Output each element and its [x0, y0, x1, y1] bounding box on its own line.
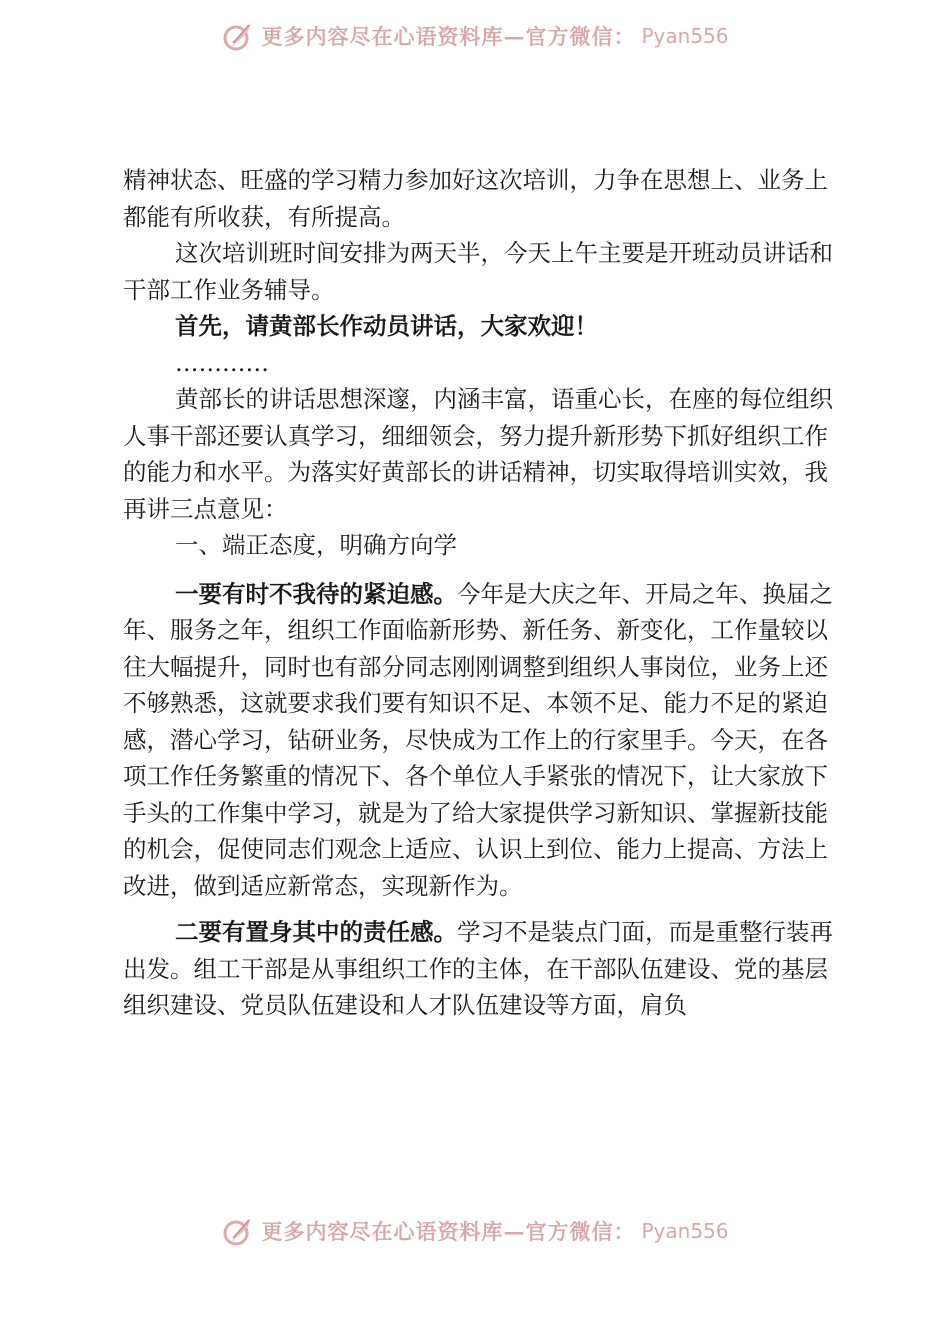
- paragraph-urgency: [123, 576, 838, 905]
- quill-logo-icon: [221, 19, 255, 53]
- paragraph-urgency-text: 今年是大庆之年、开局之年、换届之年、服务之年，组织工作面临新形势、新任务、新变化，工作量较以往大幅提升，同时也有部分同志刚刚调整到组织人事岗位，业务上还不够熟悉，这就要求我们要有知识不足、本领不足、能力不足的紧迫感，潜心学习，钻研业务，尽快成为工作上的行家里手。今天，在各项工作任务繁重的情况下、各个单位人手紧张的情况下，让大家放下手头的工作集中学习，就是为了给大家提供学习新知识、掌握新技能的机会，促使同志们观念上适应、认识上到位、能力上提高、方法上改进，做到适应新常态，实现新作为。: [123, 579, 833, 900]
- paragraph-ellipsis: …………: [175, 348, 269, 377]
- section-heading-one: 一、端正态度，明确方向学: [175, 531, 457, 559]
- watermark-wechat-id: Pyan556: [641, 24, 729, 48]
- paragraph-schedule: 这次培训班时间安排为两天半，今天上午主要是开班动员讲话和干部工作业务辅导。: [123, 239, 833, 304]
- paragraph-responsibility-lead: 二要有置身其中的责任感。: [175, 918, 457, 946]
- paragraph-urgency-lead: 一要有时不我待的紧迫感。: [175, 579, 457, 608]
- paragraph-invitation: 首先，请黄部长作动员讲话，大家欢迎！: [175, 312, 598, 340]
- header-watermark: [0, 18, 950, 54]
- document-body: [123, 162, 838, 1024]
- watermark-text: 更多内容尽在心语资料库—官方微信：: [261, 24, 636, 49]
- quill-logo-icon: [221, 1214, 255, 1248]
- watermark-text: 更多内容尽在心语资料库—官方微信：: [261, 1219, 636, 1244]
- footer-watermark: [0, 1213, 950, 1249]
- paragraph-speech-summary: 黄部长的讲话思想深邃，内涵丰富，语重心长，在座的每位组织人事干部还要认真学习，细细领会，努力提升新形势下抓好组织工作的能力和水平。为落实好黄部长的讲话精神，切实取得培训实效，我再讲三点意见：: [123, 385, 833, 523]
- paragraph-responsibility-text: 学习不是装点门面，而是重整行装再出发。组工干部是从事组织工作的主体，在干部队伍建设、党的基层组织建设、党员队伍建设和人才队伍建设等方面，肩负: [123, 918, 833, 1019]
- paragraph-continuation: 精神状态、旺盛的学习精力参加好这次培训，力争在思想上、业务上都能有所收获，有所提高。: [123, 166, 828, 231]
- paragraph-responsibility: [123, 914, 838, 1024]
- watermark-wechat-id: Pyan556: [641, 1219, 729, 1243]
